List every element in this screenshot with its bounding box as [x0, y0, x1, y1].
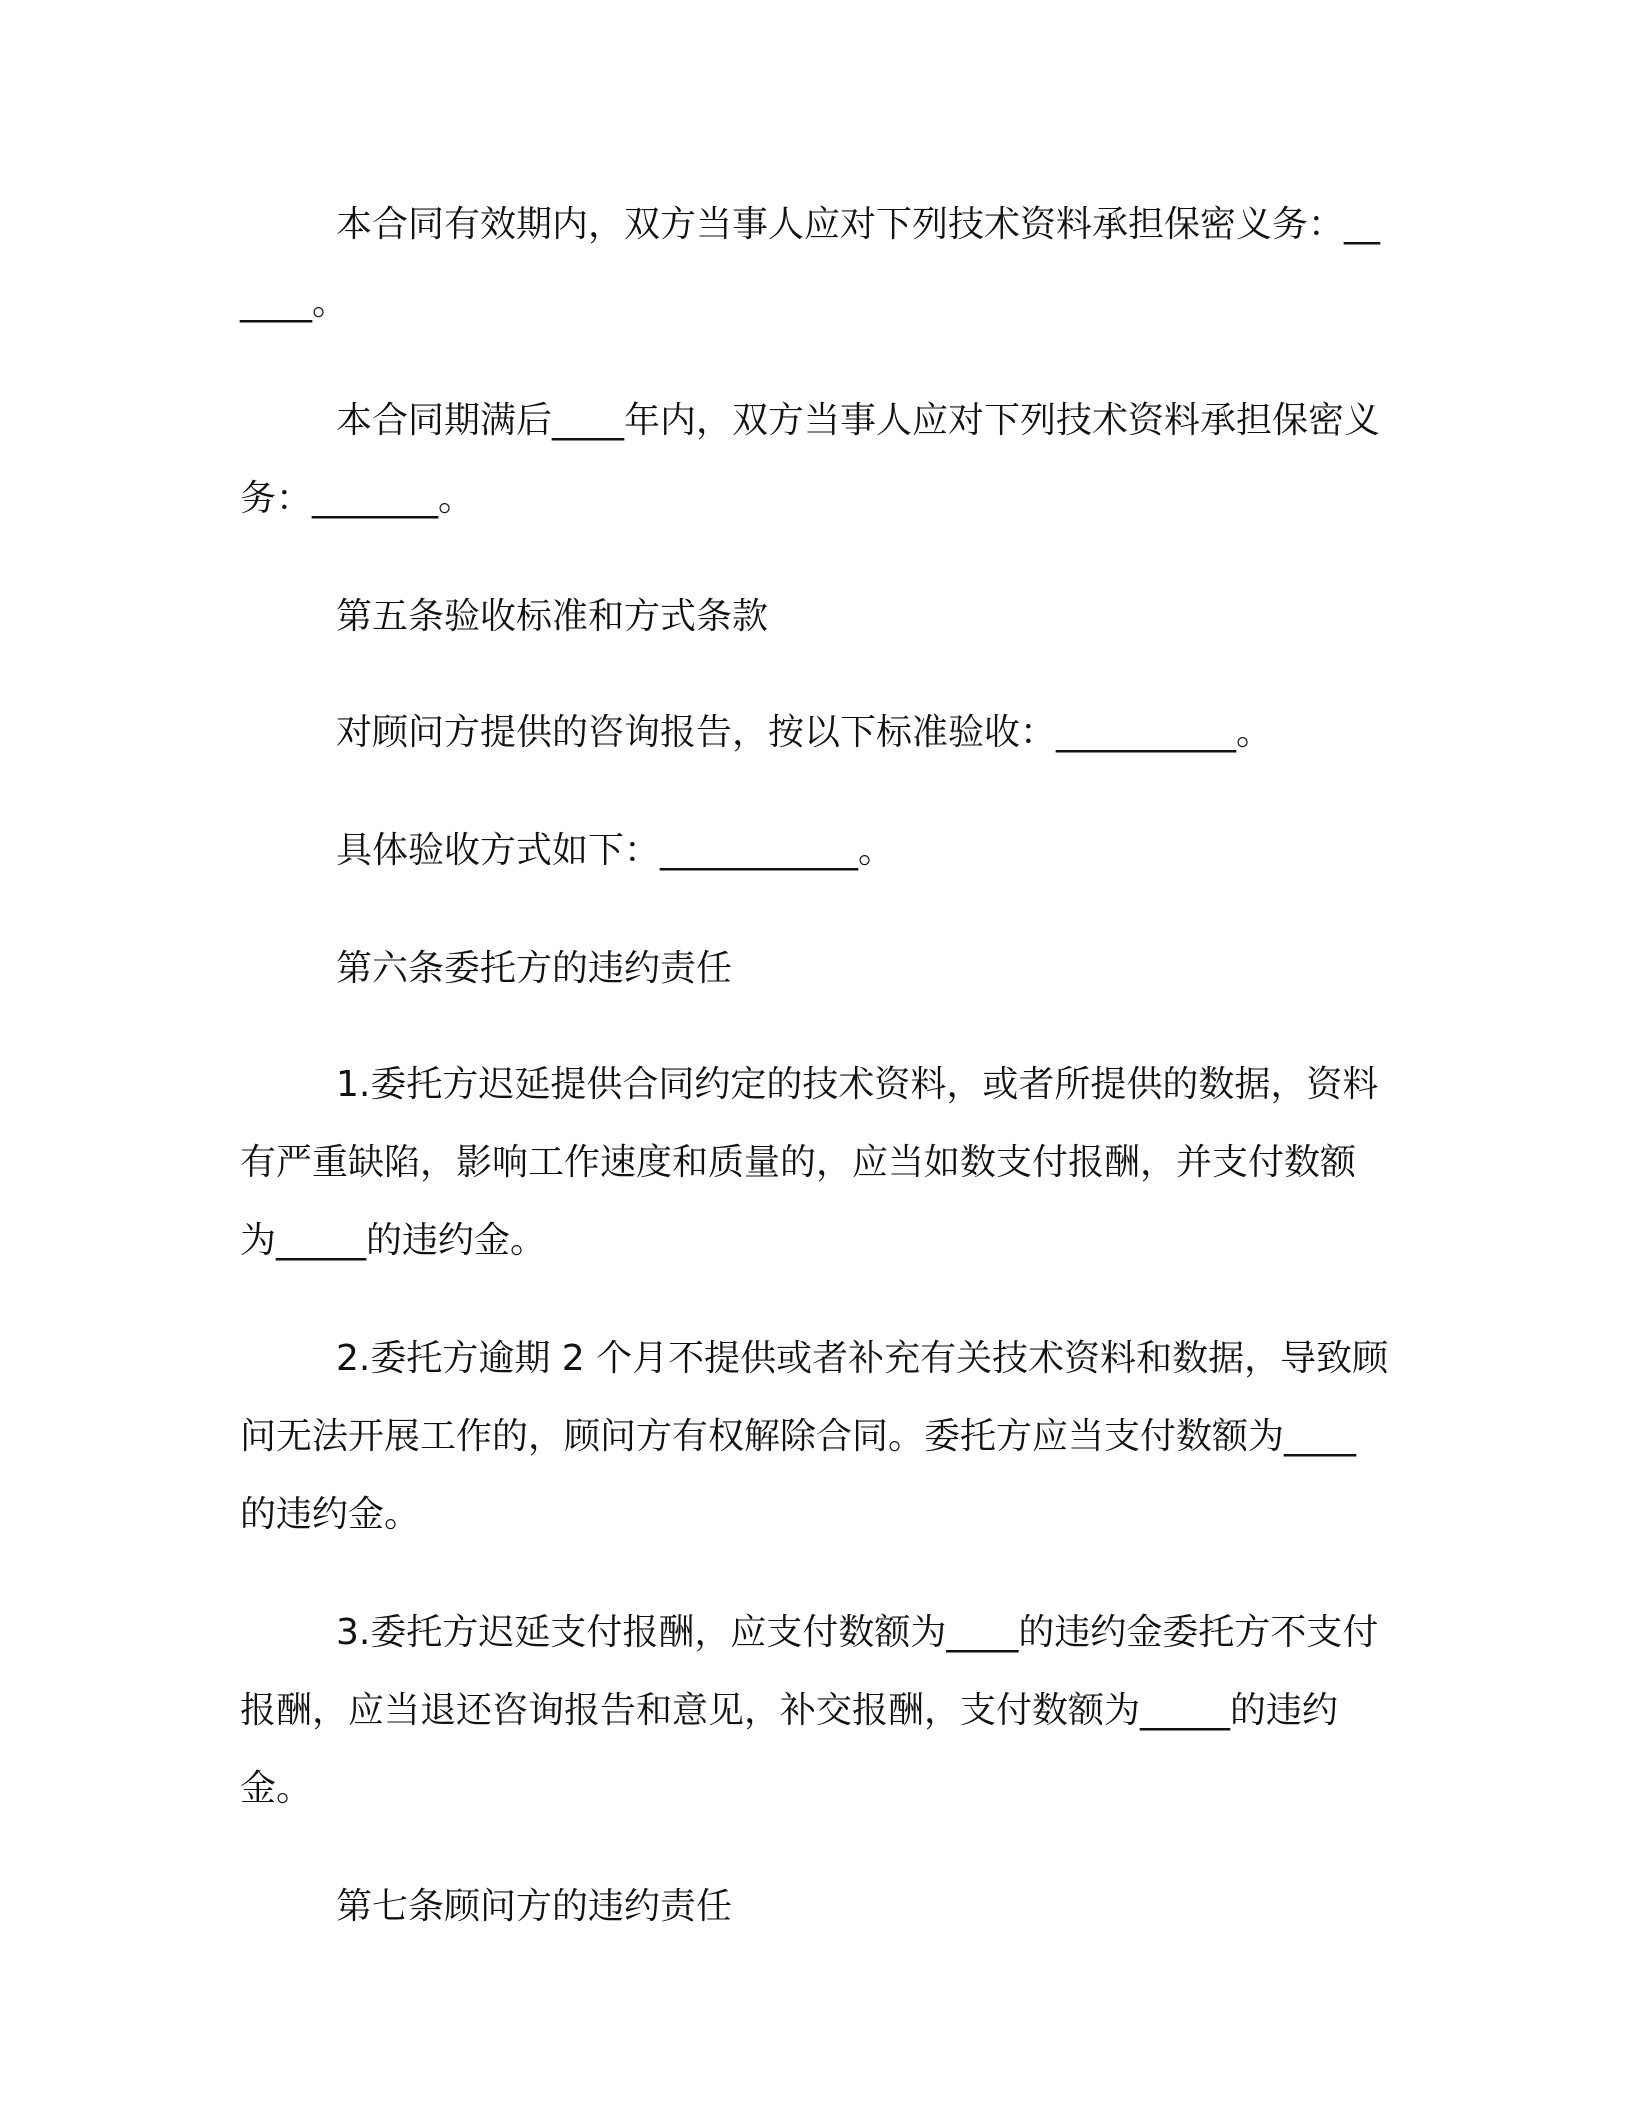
paragraph-article-6-item-2: 2.委托方逾期 2 个月不提供或者补充有关技术资料和数据，导致顾问无法开展工作的，顾问方有权解除合同。委托方应当支付数额为____的违约金。 — [240, 1338, 1389, 1535]
paragraph-acceptance-method: 具体验收方式如下：___________。 — [336, 830, 895, 871]
document-body — [240, 186, 1390, 1984]
paragraph-article-6-item-3: 3.委托方迟延支付报酬，应支付数额为____的违约金委托方不支付报酬，应当退还咨询报告和意见，补交报酬，支付数额为_____的违约金。 — [240, 1612, 1379, 1809]
paragraph-confidentiality-after-term: 本合同期满后____年内，双方当事人应对下列技术资料承担保密义务：_______。 — [240, 400, 1381, 519]
heading-article-5: 第五条验收标准和方式条款 — [336, 596, 769, 637]
paragraph-confidentiality-during-term: 本合同有效期内，双方当事人应对下列技术资料承担保密义务：______。 — [240, 204, 1381, 323]
heading-article-6: 第六条委托方的违约责任 — [336, 948, 733, 989]
paragraph-article-6-item-1: 1.委托方迟延提供合同约定的技术资料，或者所提供的数据，资料有严重缺陷，影响工作速度和质量的，应当如数支付报酬，并支付数额为_____的违约金。 — [240, 1064, 1379, 1261]
heading-article-7: 第七条顾问方的违约责任 — [336, 1886, 733, 1927]
paragraph-acceptance-standard: 对顾问方提供的咨询报告，按以下标准验收：__________。 — [336, 712, 1273, 753]
